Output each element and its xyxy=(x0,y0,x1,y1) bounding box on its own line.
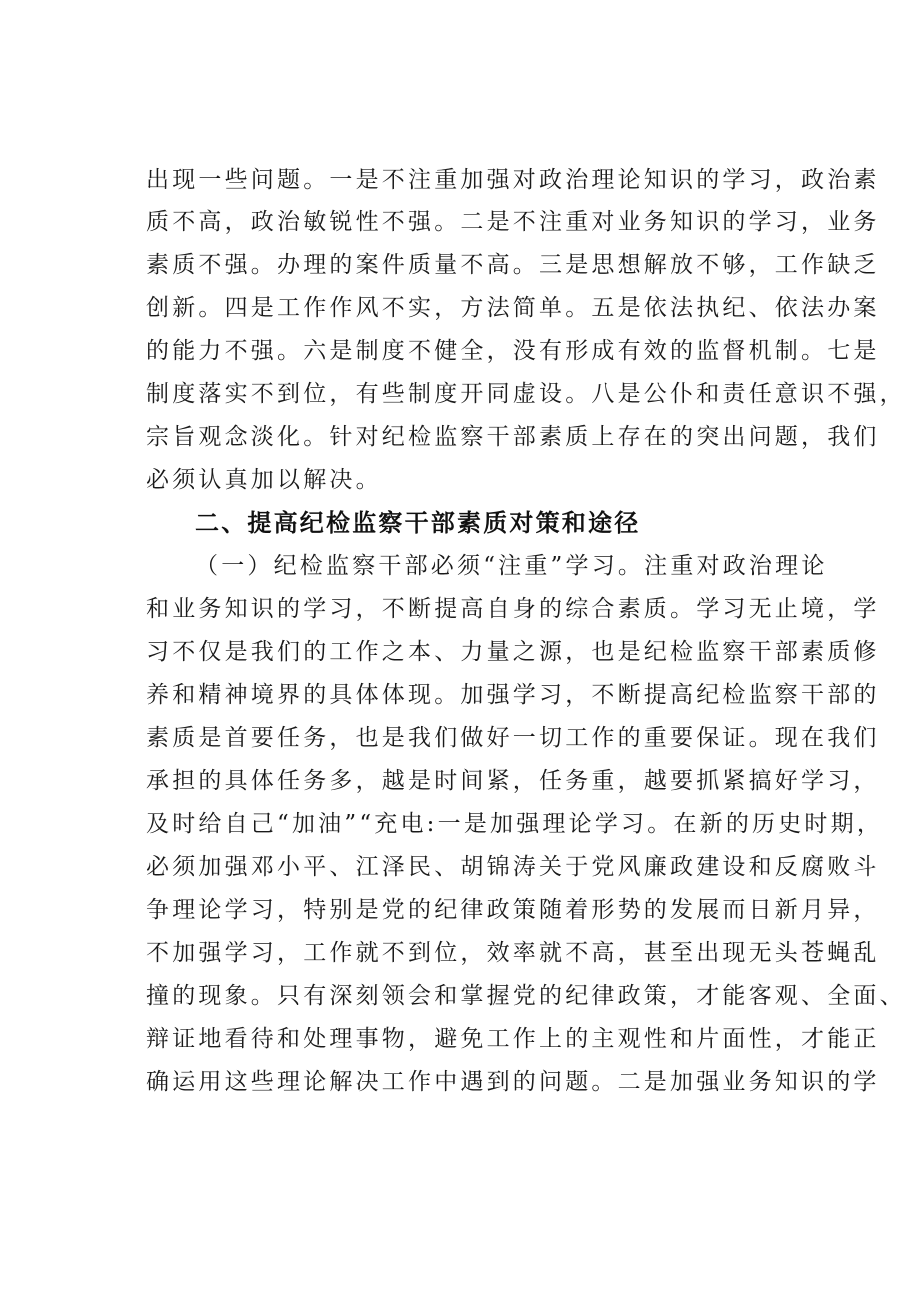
text-line: 争理论学习，特别是党的纪律政策随着形势的发展而日新月异， xyxy=(146,897,880,923)
text-line: 确运用这些理论解决工作中遇到的问题。二是加强业务知识的学 xyxy=(146,1069,880,1095)
text-line: 宗旨观念淡化。针对纪检监察干部素质上存在的突出问题，我们 xyxy=(146,424,880,450)
text-line: 辩证地看待和处理事物，避免工作上的主观性和片面性，才能正 xyxy=(146,1026,880,1052)
text-line: 撞的现象。只有深刻领会和掌握党的纪律政策，才能客观、全面、 xyxy=(146,983,906,1009)
text-line: 及时给自己“加油”“充电:一是加强理论学习。在新的历史时期， xyxy=(146,811,884,837)
text-line: 创新。四是工作作风不实，方法简单。五是依法执纪、依法办案 xyxy=(146,295,880,321)
text-line: 承担的具体任务多，越是时间紧，任务重，越要抓紧搞好学习， xyxy=(146,768,880,794)
text-line: 出现一些问题。一是不注重加强对政治理论知识的学习，政治素 xyxy=(146,167,880,193)
text-line: 必须认真加以解决。 xyxy=(146,467,382,493)
text-line: 和业务知识的学习，不断提高自身的综合素质。学习无止境，学 xyxy=(146,596,880,622)
text-line: 制度落实不到位，有些制度开同虚设。八是公仆和责任意识不强， xyxy=(146,381,906,407)
text-line: 素质不强。办理的案件质量不高。三是思想解放不够，工作缺乏 xyxy=(146,252,880,278)
text-line: 不加强学习，工作就不到位，效率就不高，甚至出现无头苍蝇乱 xyxy=(146,940,880,966)
text-line: 习不仅是我们的工作之本、力量之源，也是纪检监察干部素质修 xyxy=(146,639,880,665)
text-line: 必须加强邓小平、江泽民、胡锦涛关于党风廉政建设和反腐败斗 xyxy=(146,854,880,880)
text-line: 养和精神境界的具体体现。加强学习，不断提高纪检监察干部的 xyxy=(146,682,880,708)
text-line: （一）纪检监察干部必须“注重”学习。注重对政治理论 xyxy=(195,553,828,579)
text-line: 的能力不强。六是制度不健全，没有形成有效的监督机制。七是 xyxy=(146,338,880,364)
text-line: 素质是首要任务，也是我们做好一切工作的重要保证。现在我们 xyxy=(146,725,880,751)
text-line: 质不高，政治敏锐性不强。二是不注重对业务知识的学习，业务 xyxy=(146,209,880,235)
section-heading: 二、提高纪检监察干部素质对策和途径 xyxy=(195,509,641,537)
